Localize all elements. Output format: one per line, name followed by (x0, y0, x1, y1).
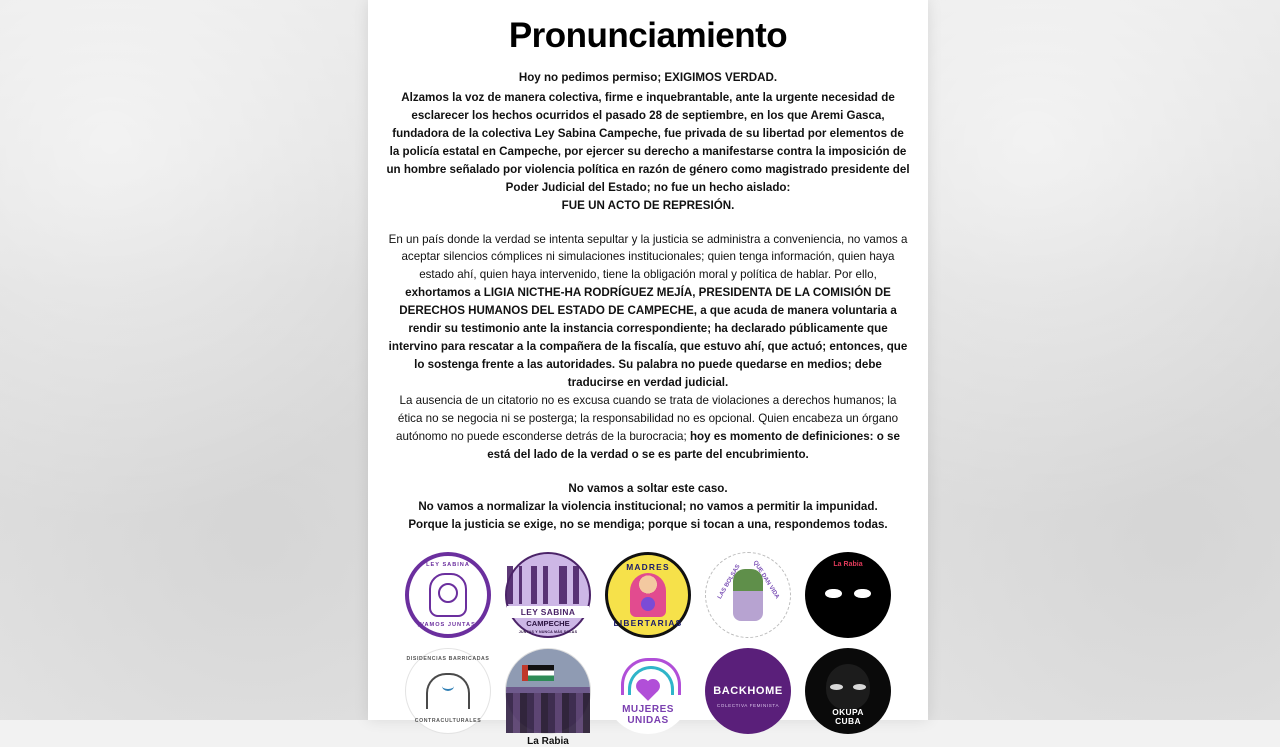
logo-disidencias-barricadas (405, 648, 491, 734)
mother-figure-icon (630, 573, 666, 617)
logo-row-2 (405, 648, 891, 747)
ley-sabina-nacional-ring-top: LEY SABINA (426, 562, 470, 568)
logo-ley-sabina-nacional (405, 552, 491, 638)
logo-la-rabia-photo (505, 648, 591, 747)
backhome-subtitle: COLECTIVA FEMINISTA (716, 703, 780, 708)
masked-eyes-icon (825, 589, 871, 601)
paragraph-1: Alzamos la voz de manera colectiva, firme e inquebrantable, ante la urgente necesidad de esclarecer los hechos ocurridos el pasado 28 de septiembre, en los que Aremi Gasca, fundadora de la colectiva Ley Sabina Campeche, fue privada de su libertad por elementos de la policía estatal en Campeche, por ejercer su derecho a manifestarse contra la imposición de un hombre señalado por violencia política en razón de género como magistrado presidente del Poder Judicial del Estado; no fue un hecho aislado: (386, 90, 910, 194)
ley-sabina-campeche-band2: CAMPECHE (526, 619, 570, 628)
flag-icon (522, 665, 554, 681)
closing-line-3: Porque la justicia se exige, no se mendiga; porque si tocan a una, respondemos todas. (408, 518, 888, 532)
bolsas-text-right: QUE DAN VIDA (752, 559, 781, 601)
logo-okupa-cuba (805, 648, 891, 734)
right-blurred-background (928, 0, 1280, 720)
closing-line-2: No vamos a normalizar la violencia institucional; no vamos a permitir la impunidad. (418, 500, 878, 514)
madres-arc-top: MADRES (626, 562, 670, 572)
okupa-cuba-line2: CUBA (835, 716, 861, 727)
disidencias-ring-bottom: CONTRACULTURALES (414, 718, 482, 724)
backhome-badge-icon (705, 648, 791, 734)
logo-row-1 (405, 552, 891, 638)
mujeres-unidas-line2: UNIDAS (627, 714, 669, 726)
mujeres-unidas-name (605, 705, 691, 726)
raised-fist-icon (429, 573, 467, 617)
logo-madres-libertarias (605, 552, 691, 638)
paragraph-1-closing: FUE UN ACTO DE REPRESIÓN. (561, 198, 735, 212)
logo-las-bolsas-que-dan-vida (705, 552, 791, 638)
okupa-cuba-line1: OKUPA (832, 707, 864, 718)
bolsas-text-left: LAS BOLSAS (717, 563, 742, 601)
madres-arc-bottom: LIBERTARIAS (613, 618, 683, 628)
ley-sabina-nacional-ring-bottom: ¡VAMOS JUNTAS! (417, 622, 479, 628)
backhome-brand-text: BACKHOME (713, 685, 783, 697)
paragraph-2-emphasis: exhortamos a LIGIA NICTHE-HA RODRÍGUEZ MEJÍA, PRESIDENTA DE LA COMISIÓN DE DERECHOS HUMANOS DEL ESTADO DE CAMPECHE, a que acuda de manera voluntaria a rendir su testimonio ante la instancia correspondiente; ha declarado públicamente que intervino para rescatar a la compañera de la fiscalía, que estuvo ahí, que actuó; entonces, que lo sostenga frente a las autoridades. Su palabra no puede quedarse en medios; debe traducirse en verdad judicial. (388, 286, 908, 390)
arcs-icon (605, 654, 691, 700)
la-rabia-badge-icon (805, 552, 891, 638)
logo-la-rabia-circle (805, 552, 891, 638)
paragraph-3 (386, 392, 910, 464)
mujeres-unidas-line1: MUJERES (622, 704, 674, 715)
paragraph-2 (386, 231, 910, 393)
la-rabia-caption: La Rabia (527, 736, 569, 747)
paragraph-3-normal: La ausencia de un citatorio no es excusa cuando se trata de violaciones a derechos humanos; la ética no se negocia ni se posterga; la responsabilidad no es opcional. Quien encabeza un órgano autónomo no puede esconderse detrás de la burocracia; (396, 394, 899, 444)
madres-libertarias-badge-icon (605, 552, 691, 638)
ley-sabina-campeche-badge-icon (505, 552, 591, 638)
logo-mujeres-unidas (605, 648, 691, 734)
bolsas-badge-icon (705, 552, 791, 638)
ley-sabina-campeche-tagline: JUNTAS Y NUNCA MÁS SOLAS (518, 630, 578, 634)
disidencias-ring-top: DISIDENCIAS BARRICADAS (406, 656, 490, 662)
logo-ley-sabina-campeche (505, 552, 591, 638)
paragraph-2-normal: En un país donde la verdad se intenta sepultar y la justicia se administra a conveniencia, no vamos a aceptar silencios cómplices ni simulaciones institucionales; quien tenga información, quien haya estado ahí, quien haya intervenido, tiene la obligación moral y política de hablar. Por ello, (388, 232, 908, 282)
logo-backhome (705, 648, 791, 734)
document-sheet (368, 0, 928, 747)
page-title: Pronunciamiento (508, 16, 788, 55)
arch-monument-icon (426, 673, 470, 709)
ley-sabina-campeche-band: LEY SABINA (507, 606, 589, 618)
okupa-cuba-badge-icon (805, 648, 891, 734)
la-rabia-brand-text: La Rabia (833, 561, 863, 568)
crowd-icon (506, 693, 590, 733)
protest-photo-icon (505, 648, 591, 734)
left-blurred-background (0, 0, 368, 720)
city-skyline-icon (507, 566, 589, 604)
paragraph-3-emphasis: hoy es momento de definiciones: o se está del lado de la verdad o se es parte del encubrimiento. (487, 430, 900, 462)
lead-paragraph: Hoy no pedimos permiso; EXIGIMOS VERDAD. (518, 70, 778, 84)
mujeres-unidas-badge-icon (605, 648, 691, 734)
collective-logos (386, 552, 910, 747)
heart-icon (638, 681, 658, 701)
ley-sabina-nacional-badge-icon (405, 552, 491, 638)
hooded-figure-icon (826, 664, 870, 710)
disidencias-badge-icon (405, 648, 491, 734)
closing-line-1: No vamos a soltar este caso. (568, 482, 728, 496)
okupa-cuba-name (805, 708, 891, 726)
